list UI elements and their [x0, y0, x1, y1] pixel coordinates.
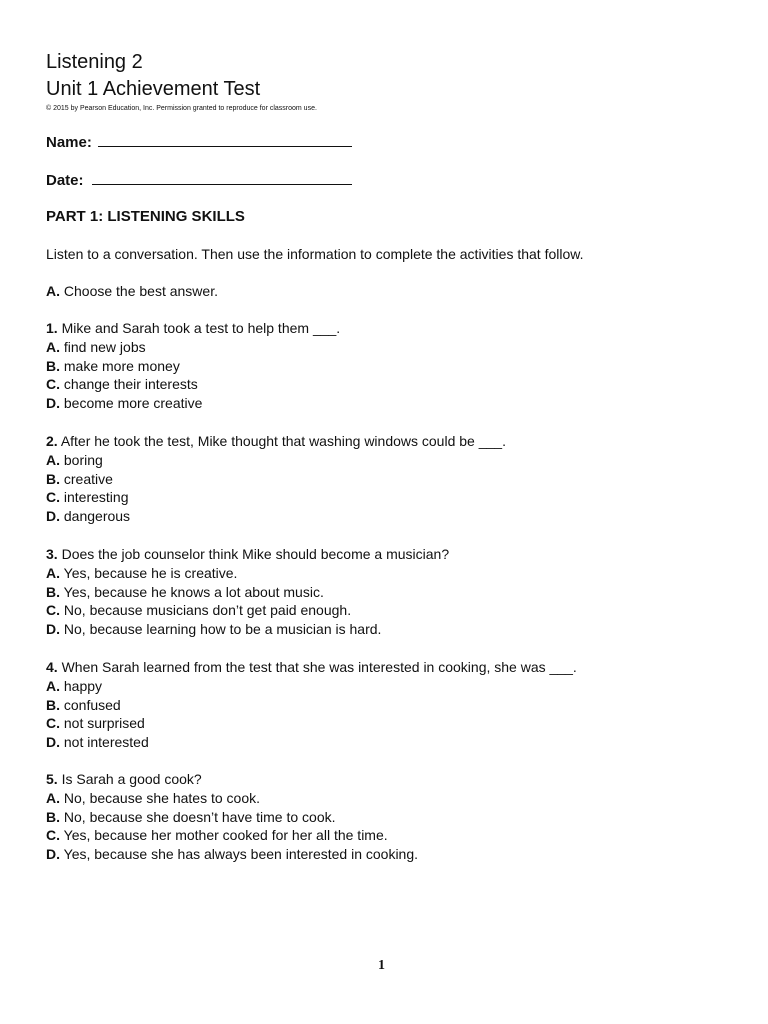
name-label: Name:	[46, 134, 92, 151]
date-label: Date:	[46, 172, 84, 189]
option-text: creative	[63, 470, 113, 487]
answer-option[interactable]	[46, 583, 449, 602]
question-stem	[46, 432, 506, 451]
answer-option[interactable]	[46, 826, 418, 845]
question-text: Mike and Sarah took a test to help them ___.	[61, 320, 341, 336]
answer-option[interactable]	[46, 470, 506, 489]
option-letter: B.	[46, 470, 60, 487]
option-text: Yes, because she has always been interested in cooking.	[63, 846, 419, 863]
question-text: After he took the test, Mike thought that washing windows could be ___.	[60, 433, 506, 449]
answer-option[interactable]	[46, 733, 577, 752]
option-text: boring	[63, 451, 103, 468]
question-block	[46, 319, 340, 413]
question-number: 1.	[46, 320, 58, 336]
section-heading	[46, 282, 218, 301]
answer-option[interactable]	[46, 808, 418, 827]
option-text: No, because she hates to cook.	[63, 789, 261, 806]
answer-option[interactable]	[46, 845, 418, 864]
question-stem	[46, 658, 577, 677]
name-blank-line[interactable]	[98, 132, 352, 147]
answer-option[interactable]	[46, 620, 449, 639]
question-block	[46, 770, 418, 864]
option-letter: C.	[46, 376, 60, 393]
section-text: Choose the best answer.	[63, 283, 218, 299]
option-text: Yes, because he knows a lot about music.	[63, 583, 324, 600]
option-letter: A.	[46, 677, 60, 694]
option-text: Yes, because her mother cooked for her all the time.	[63, 827, 388, 844]
question-block	[46, 432, 506, 526]
option-text: happy	[63, 677, 103, 694]
answer-option[interactable]	[46, 357, 340, 376]
part-instruction: Listen to a conversation. Then use the information to complete the activities that follow.	[46, 246, 584, 262]
option-text: No, because learning how to be a musician is hard.	[63, 621, 382, 638]
answer-option[interactable]	[46, 375, 340, 394]
question-number: 3.	[46, 546, 58, 562]
answer-option[interactable]	[46, 394, 340, 413]
option-text: make more money	[63, 357, 180, 374]
question-stem	[46, 319, 340, 338]
option-text: not interested	[63, 734, 149, 751]
option-letter: A.	[46, 451, 60, 468]
answer-option[interactable]	[46, 451, 506, 470]
date-field	[46, 170, 352, 191]
option-letter: C.	[46, 489, 60, 506]
option-letter: A.	[46, 564, 60, 581]
document-title-line2: Unit 1 Achievement Test	[46, 78, 261, 100]
question-number: 5.	[46, 771, 58, 787]
option-letter: D.	[46, 846, 60, 863]
option-text: No, because she doesn’t have time to cook.	[63, 808, 336, 825]
question-stem	[46, 545, 449, 564]
question-stem	[46, 770, 418, 789]
question-text: When Sarah learned from the test that she was interested in cooking, she was ___.	[61, 659, 577, 675]
question-block	[46, 658, 577, 752]
date-blank-line[interactable]	[92, 170, 352, 185]
option-text: Yes, because he is creative.	[63, 564, 238, 581]
name-field	[46, 132, 352, 153]
option-letter: C.	[46, 715, 60, 732]
option-letter: C.	[46, 602, 60, 619]
option-letter: B.	[46, 808, 60, 825]
option-text: not surprised	[63, 715, 145, 732]
copyright-notice: © 2015 by Pearson Education, Inc. Permission granted to reproduce for classroom use.	[46, 105, 317, 112]
answer-option[interactable]	[46, 601, 449, 620]
option-letter: D.	[46, 621, 60, 638]
answer-option[interactable]	[46, 338, 340, 357]
answer-option[interactable]	[46, 696, 577, 715]
option-letter: B.	[46, 357, 60, 374]
option-letter: B.	[46, 583, 60, 600]
question-number: 4.	[46, 659, 58, 675]
option-letter: D.	[46, 395, 60, 412]
option-text: No, because musicians don’t get paid enough.	[63, 602, 352, 619]
option-text: become more creative	[63, 395, 203, 412]
page-number: 1	[378, 958, 385, 973]
option-letter: D.	[46, 734, 60, 751]
question-block	[46, 545, 449, 639]
question-text: Does the job counselor think Mike should become a musician?	[61, 546, 450, 562]
question-text: Is Sarah a good cook?	[61, 771, 202, 787]
answer-option[interactable]	[46, 564, 449, 583]
option-text: change their interests	[63, 376, 198, 393]
answer-option[interactable]	[46, 507, 506, 526]
option-letter: C.	[46, 827, 60, 844]
option-text: find new jobs	[63, 338, 146, 355]
answer-option[interactable]	[46, 789, 418, 808]
option-letter: A.	[46, 338, 60, 355]
option-text: interesting	[63, 489, 129, 506]
answer-option[interactable]	[46, 677, 577, 696]
answer-option[interactable]	[46, 714, 577, 733]
part-heading: PART 1: LISTENING SKILLS	[46, 208, 245, 225]
document-title-line1: Listening 2	[46, 51, 143, 73]
section-letter: A.	[46, 283, 60, 299]
option-letter: A.	[46, 789, 60, 806]
question-number: 2.	[46, 433, 58, 449]
answer-option[interactable]	[46, 488, 506, 507]
option-text: confused	[63, 696, 121, 713]
option-letter: B.	[46, 696, 60, 713]
option-text: dangerous	[63, 508, 131, 525]
option-letter: D.	[46, 508, 60, 525]
